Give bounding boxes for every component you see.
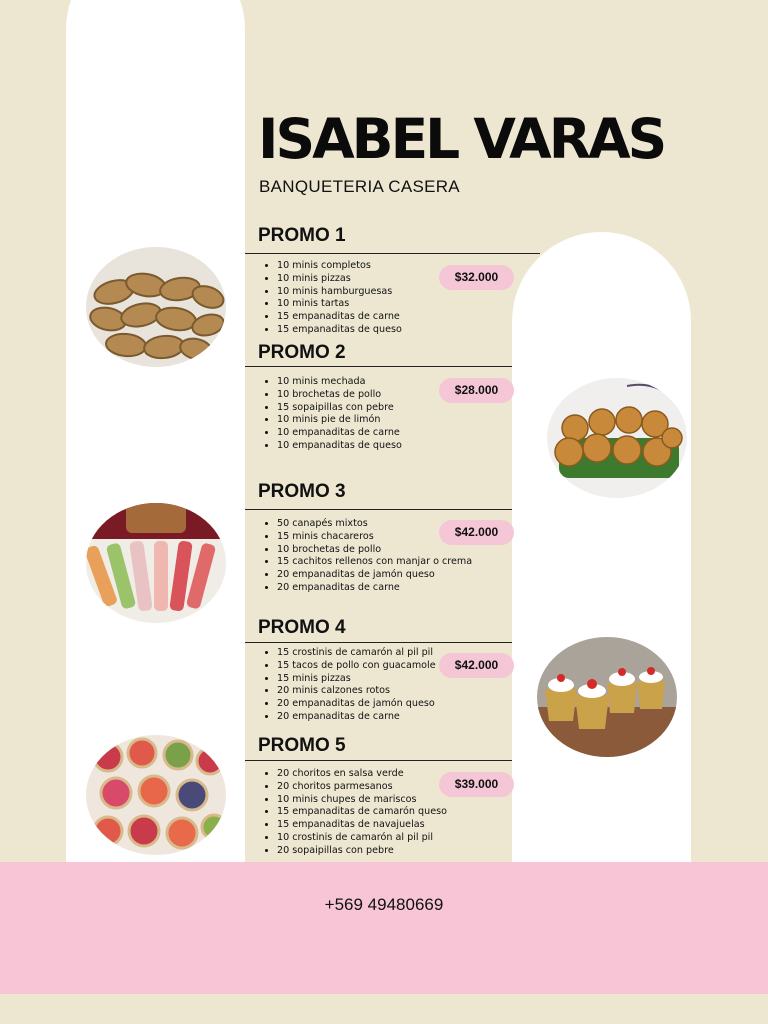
list-item: • 15 sopaipillas con pebre <box>277 402 402 415</box>
list-item: • 10 empanaditas de queso <box>277 440 402 453</box>
list-item: • 10 minis hamburguesas <box>277 286 402 299</box>
promo-4-items <box>266 647 436 724</box>
promo-2-price-badge: $28.000 <box>439 378 514 403</box>
list-item: • 10 minis chupes de mariscos <box>277 794 447 807</box>
page-title: ISABEL VARAS <box>258 107 665 171</box>
footer-band <box>0 862 768 994</box>
desserts-photo <box>537 637 677 757</box>
list-item: • 10 minis tartas <box>277 298 402 311</box>
left-arch-panel <box>66 0 245 862</box>
promo-1-divider <box>245 253 540 254</box>
promo-4-title: PROMO 4 <box>258 617 346 638</box>
list-item: • 15 empanaditas de navajuelas <box>277 819 447 832</box>
list-item: • 20 empanaditas de jamón queso <box>277 698 436 711</box>
right-arch-panel <box>512 232 691 862</box>
promo-3-divider <box>245 509 512 510</box>
list-item: • 10 minis completos <box>277 260 402 273</box>
list-item: • 10 minis mechada <box>277 376 402 389</box>
promo-5-price-badge: $39.000 <box>439 772 514 797</box>
promo-3-title: PROMO 3 <box>258 481 346 502</box>
list-item: • 15 empanaditas de camarón queso <box>277 806 447 819</box>
list-item: • 20 choritos parmesanos <box>277 781 447 794</box>
promo-5-title: PROMO 5 <box>258 735 346 756</box>
list-item: • 15 minis pizzas <box>277 673 436 686</box>
list-item: • 15 cachitos rellenos con manjar o crema <box>277 556 472 569</box>
list-item: • 10 minis pie de limón <box>277 414 402 427</box>
list-item: • 15 empanaditas de carne <box>277 311 402 324</box>
promo-2-title: PROMO 2 <box>258 342 346 363</box>
promo-2-items <box>266 376 402 453</box>
promo-1-price-badge: $32.000 <box>439 265 514 290</box>
list-item: • 20 minis calzones rotos <box>277 685 436 698</box>
list-item: • 20 sopaipillas con pebre <box>277 845 447 858</box>
promo-3-price-badge: $42.000 <box>439 520 514 545</box>
list-item: • 10 brochetas de pollo <box>277 389 402 402</box>
list-item: • 15 tacos de pollo con guacamole <box>277 660 436 673</box>
promo-4-price-badge: $42.000 <box>439 653 514 678</box>
list-item: • 10 empanaditas de carne <box>277 427 402 440</box>
promo-1-title: PROMO 1 <box>258 225 346 246</box>
promo-1-items <box>266 260 402 337</box>
list-item: • 20 empanaditas de carne <box>277 711 436 724</box>
list-item: • 15 crostinis de camarón al pil pil <box>277 647 436 660</box>
list-item: • 10 minis pizzas <box>277 273 402 286</box>
fruit-tartlets-photo <box>86 735 226 855</box>
empanadas-photo <box>86 247 226 367</box>
promo-5-items <box>266 768 447 858</box>
list-item: • 20 choritos en salsa verde <box>277 768 447 781</box>
promo-2-divider <box>245 366 512 367</box>
list-item: • 10 brochetas de pollo <box>277 544 472 557</box>
list-item: • 15 empanaditas de queso <box>277 324 402 337</box>
mini-burgers-photo <box>547 378 687 498</box>
promo-5-divider <box>245 760 512 761</box>
list-item: • 50 canapés mixtos <box>277 518 472 531</box>
list-item: • 15 minis chacareros <box>277 531 472 544</box>
promo-4-divider <box>245 642 512 643</box>
contact-phone[interactable]: +569 49480669 <box>324 895 444 914</box>
canapes-photo <box>86 503 226 623</box>
list-item: • 10 crostinis de camarón al pil pil <box>277 832 447 845</box>
page-subtitle: BANQUETERIA CASERA <box>259 177 460 196</box>
list-item: • 20 empanaditas de carne <box>277 582 472 595</box>
list-item: • 20 empanaditas de jamón queso <box>277 569 472 582</box>
